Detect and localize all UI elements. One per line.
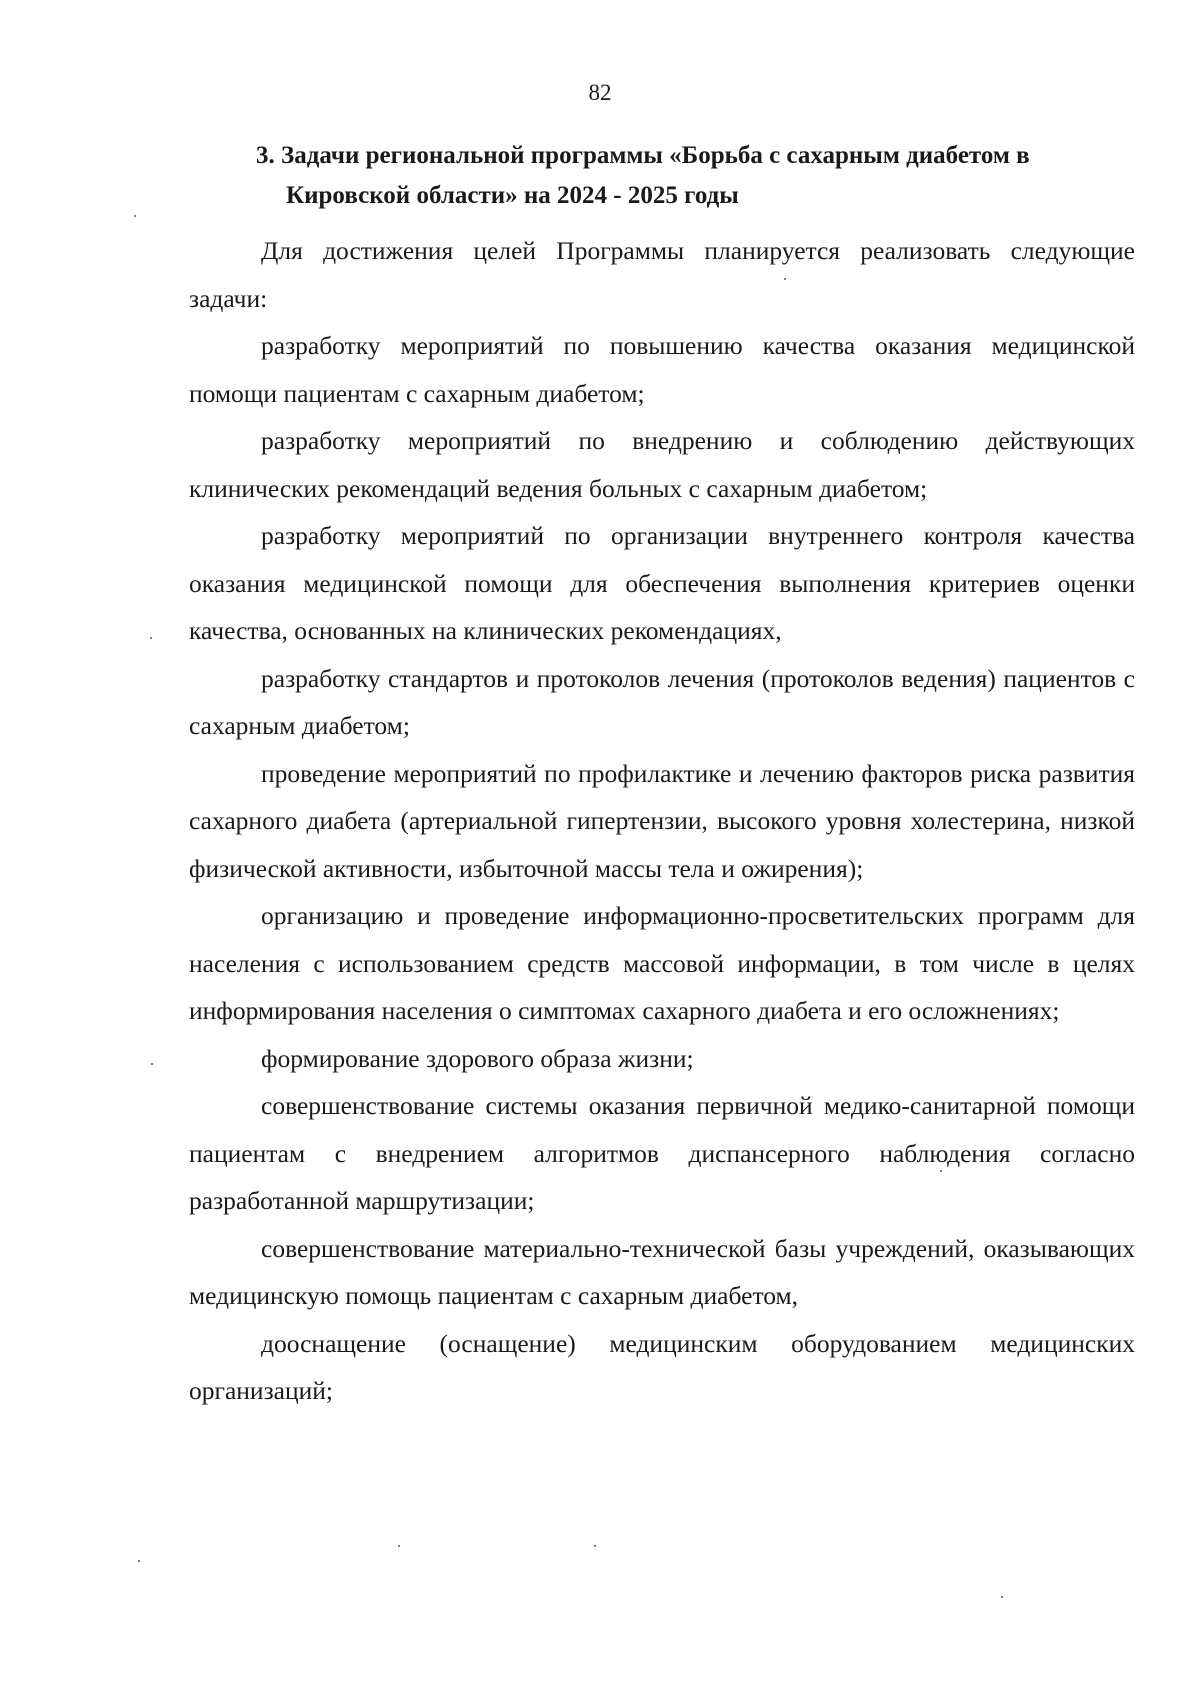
paragraph-intro: Для достижения целей Программы планируется реализовать следующие задачи: bbox=[189, 236, 1135, 313]
paragraph-task: разработку мероприятий по повышению качества оказания медицинской помощи пациентам с сахарным диабетом; bbox=[189, 331, 1135, 408]
page-number: 82 bbox=[588, 80, 612, 105]
paragraph-task: формирование здорового образа жизни; bbox=[261, 1043, 694, 1073]
paragraph-task: разработку мероприятий по внедрению и соблюдению действующих клинических рекомендаций ведения больных с сахарным диабетом; bbox=[189, 426, 1135, 503]
section-heading-line-1: 3. Задачи региональной программы «Борьба с сахарным диабетом в bbox=[256, 142, 1030, 169]
scan-speck bbox=[150, 637, 152, 639]
body-text bbox=[189, 227, 1135, 1415]
scan-speck bbox=[134, 215, 136, 217]
paragraph-task: разработку стандартов и протоколов лечения (протоколов ведения) пациентов с сахарным диабетом; bbox=[189, 663, 1135, 740]
paragraph-task: совершенствование системы оказания первичной медико-санитарной помощи пациентам с внедрением алгоритмов диспансерного наблюдения согласно разработанной маршрутизации; bbox=[189, 1091, 1135, 1215]
paragraph-task: проведение мероприятий по профилактике и лечению факторов риска развития сахарного диабета (артериальной гипертензии, высокого уровня холестерина, низкой физической активности, избыточной массы тела и ожирения); bbox=[189, 758, 1135, 883]
scan-speck bbox=[398, 1545, 400, 1547]
section-heading bbox=[256, 136, 1136, 216]
scan-speck bbox=[151, 1063, 153, 1065]
paragraph-task: дооснащение (оснащение) медицинским оборудованием медицинских организаций; bbox=[189, 1328, 1135, 1405]
section-heading-line-2: Кировской области» на 2024 - 2025 годы bbox=[286, 182, 739, 209]
paragraph-task: организацию и проведение информационно-просветительских программ для населения с использованием средств массовой информации, в том числе в целях информирования населения о симптомах сахарного диабета и его осложнениях; bbox=[189, 901, 1135, 1025]
paragraph-task: разработку мероприятий по организации внутреннего контроля качества оказания медицинской помощи для обеспечения выполнения критериев оценки качества, основанных на клинических рекомендациях, bbox=[189, 521, 1135, 645]
scan-speck bbox=[940, 1170, 942, 1172]
paragraph-task: совершенствование материально-технической базы учреждений, оказывающих медицинскую помощь пациентам с сахарным диабетом, bbox=[189, 1233, 1135, 1310]
scan-speck bbox=[1001, 1596, 1003, 1598]
scan-speck bbox=[594, 1545, 596, 1547]
scan-speck bbox=[784, 278, 786, 280]
scan-speck bbox=[138, 1560, 140, 1562]
